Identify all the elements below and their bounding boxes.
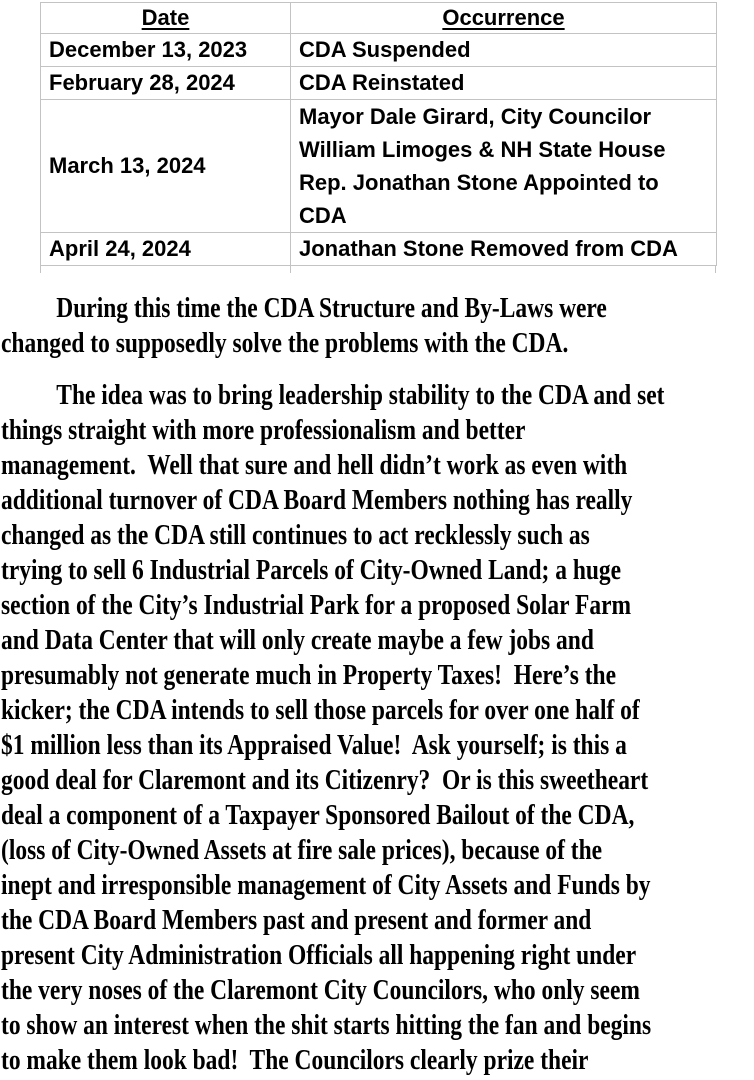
date-cell: April 24, 2024 — [41, 233, 291, 266]
occurrence-line: Rep. Jonathan Stone Appointed to — [299, 170, 659, 195]
text-line: things straight with more professionalism and better — [1, 415, 526, 446]
paragraph — [1, 291, 754, 361]
occurrence-cell: Jonathan Stone Removed from CDA — [291, 233, 717, 266]
text-line: The idea was to bring leadership stability to the CDA and set — [56, 380, 665, 411]
text-line: section of the City’s Industrial Park for a proposed Solar Farm — [1, 590, 632, 621]
text-line: changed as the CDA still continues to act recklessly such as — [1, 520, 590, 551]
text-line: to make them look bad! The Councilors clearly prize their — [1, 1045, 589, 1076]
paragraph — [1, 378, 754, 1078]
table-row — [41, 67, 717, 100]
text-line: changed to supposedly solve the problems with the CDA. — [1, 328, 569, 359]
text-line: deal a component of a Taxpayer Sponsored Bailout of the CDA, — [1, 800, 635, 831]
table-border-stub — [715, 265, 716, 273]
table-border-stub — [40, 265, 41, 273]
text-line: During this time the CDA Structure and By-Laws were — [56, 293, 607, 324]
text-line: management. Well that sure and hell didn’t work as even with — [1, 450, 628, 481]
occurrence-cell: CDA Suspended — [291, 34, 717, 67]
occurrence-column-header — [291, 3, 717, 34]
occurrence-line: CDA — [299, 203, 347, 228]
table-header-row — [41, 3, 717, 34]
table-row — [41, 233, 717, 266]
document-body — [1, 291, 754, 1078]
text-line: $1 million less than its Appraised Value! Ask yourself; is this a — [1, 730, 627, 761]
date-cell: March 13, 2024 — [41, 100, 291, 233]
text-line: trying to sell 6 Industrial Parcels of City-Owned Land; a huge — [1, 555, 622, 586]
date-header-label: Date — [141, 5, 190, 30]
text-line: the very noses of the Claremont City Councilors, who only seem — [1, 975, 640, 1006]
date-column-header — [41, 3, 291, 34]
occurrence-line: William Limoges & NH State House — [299, 137, 666, 162]
text-line: present City Administration Officials all happening right under — [1, 940, 637, 971]
text-line: presumably not generate much in Property Taxes! Here’s the — [1, 660, 617, 691]
table-row — [41, 34, 717, 67]
text-line: good deal for Claremont and its Citizenry? Or is this sweetheart — [1, 765, 649, 796]
text-line: the CDA Board Members past and present and former and — [1, 905, 592, 936]
text-line: inept and irresponsible management of City Assets and Funds by — [1, 870, 651, 901]
text-line: additional turnover of CDA Board Members nothing has really — [1, 485, 633, 516]
text-line: (loss of City-Owned Assets at fire sale prices), because of the — [1, 835, 603, 866]
date-cell: February 28, 2024 — [41, 67, 291, 100]
occurrence-table-wrap — [40, 2, 716, 266]
date-cell: December 13, 2023 — [41, 34, 291, 67]
occurrence-line: Mayor Dale Girard, City Councilor — [299, 104, 652, 129]
occurrence-table — [40, 2, 717, 266]
table-row — [41, 100, 717, 233]
text-line: and Data Center that will only create maybe a few jobs and — [1, 625, 594, 656]
occurrence-cell: CDA Reinstated — [291, 67, 717, 100]
occurrence-cell — [291, 100, 717, 233]
table-border-stub — [290, 265, 291, 273]
text-line: to show an interest when the shit starts hitting the fan and begins — [1, 1010, 652, 1041]
text-line: kicker; the CDA intends to sell those parcels for over one half of — [1, 695, 640, 726]
occurrence-header-label: Occurrence — [442, 5, 565, 30]
